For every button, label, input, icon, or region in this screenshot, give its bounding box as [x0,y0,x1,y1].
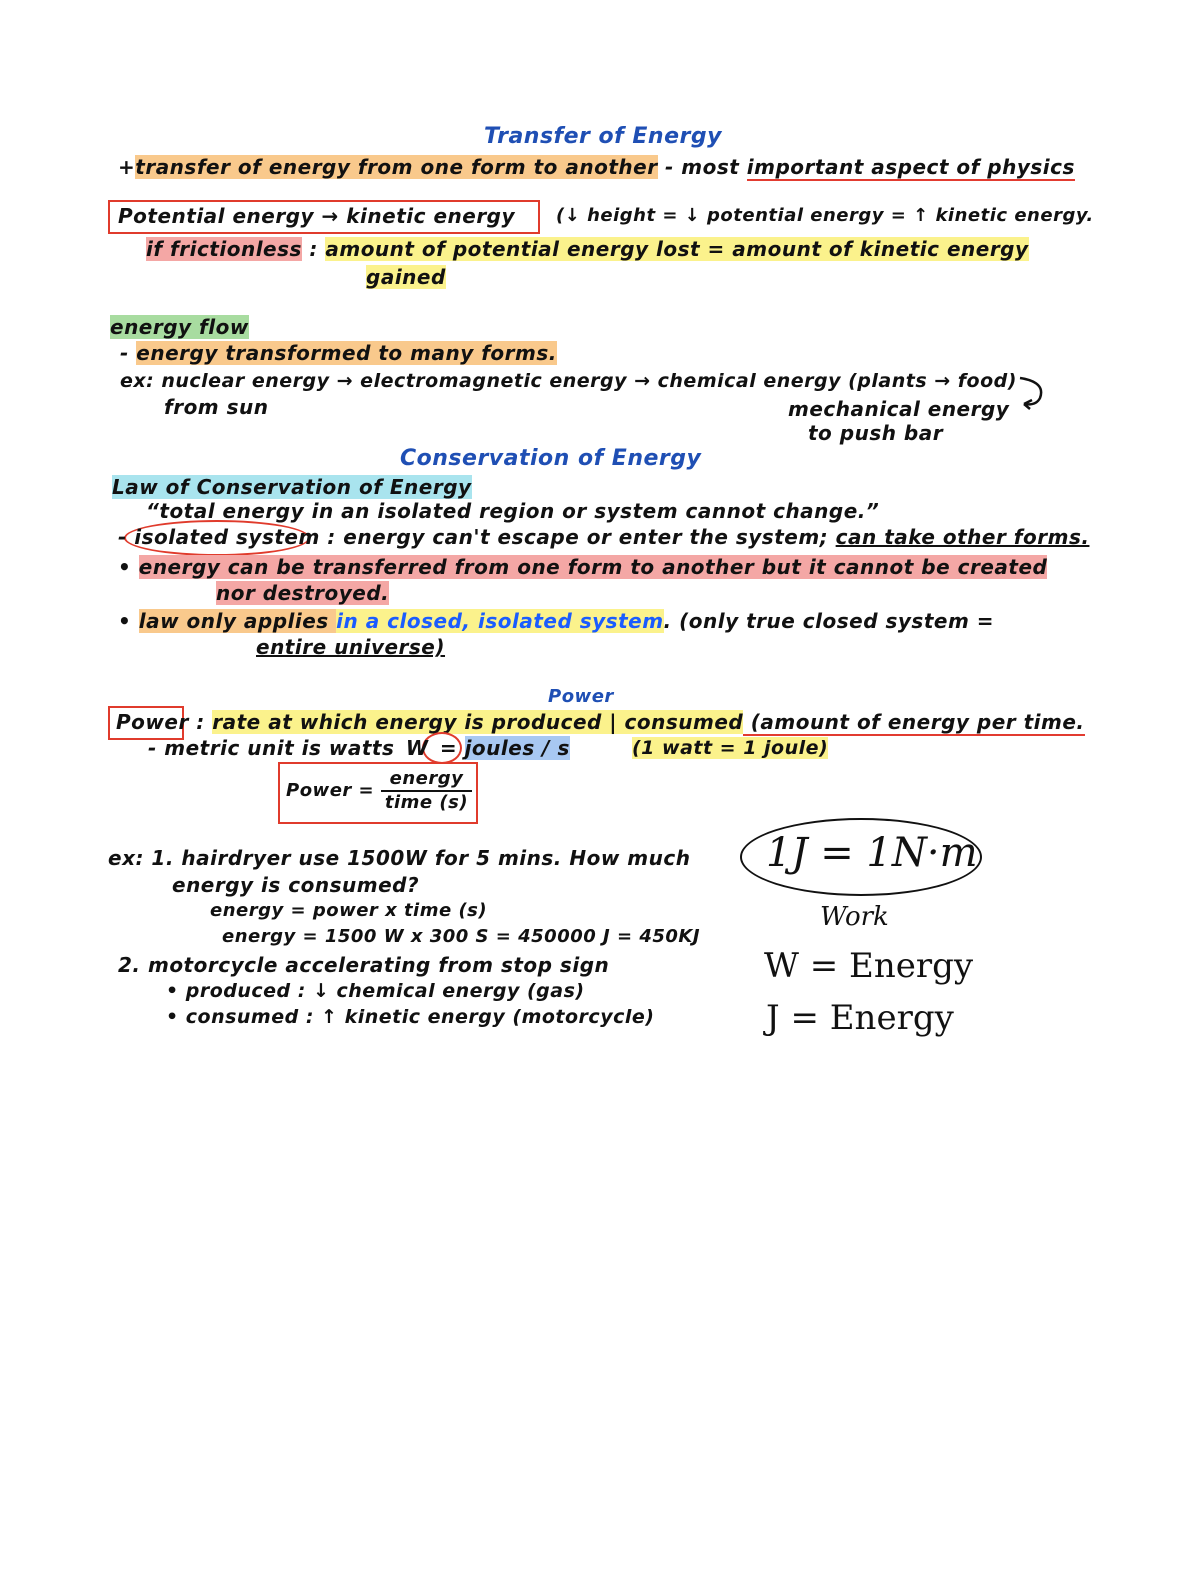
watt-joule-note [632,735,828,761]
power-definition-line [116,709,1085,735]
watt-joule-text: (1 watt = 1 joule) [632,737,829,759]
law-applies-bullet [118,608,994,634]
gained-text: gained [366,265,446,289]
frictionless-colon: : [301,237,326,261]
metric-unit-text: - metric unit is watts [148,736,402,760]
dash-mark: - [120,341,137,365]
energy-transfer-bullet [118,554,1047,580]
frictionless-line [146,236,1029,262]
frictionless-term: if frictionless [146,237,302,261]
power-colon: : [188,710,213,734]
joules-per-second: joules / s [464,736,570,760]
power-formula [286,768,472,814]
section-title-transfer-of-energy: Transfer of Energy [484,124,722,149]
w-equals-energy: W = Energy [764,946,974,986]
example1-line1: ex: 1. hairdryer use 1500W for 5 mins. How much [108,846,691,870]
nor-destroyed-line [216,580,389,606]
transfer-importance: important aspect of physics [746,155,1075,179]
nor-destroyed-text: nor destroyed. [216,581,390,605]
frictionless-gained [366,264,446,290]
bullet-dot: • [118,609,139,633]
energy-transformed-text: energy transformed to many forms. [136,341,557,365]
equals-sign: = [432,736,465,760]
example2-line1: 2. motorcycle accelerating from stop sign [118,953,610,977]
energy-flow-line1 [120,340,557,366]
bullet-mark: - [118,525,135,549]
energy-flow-example: ex: nuclear energy → electromagnetic energy → chemical energy (plants → food) [120,370,1017,392]
transfer-dash: - most [657,155,747,179]
work-label: Work [820,902,889,932]
transfer-line [118,154,1075,180]
bullet-mark: + [118,155,136,179]
isolated-system-other-forms: can take other forms. [835,525,1090,549]
formula-fraction [381,768,472,814]
watt-symbol: W [405,736,429,760]
law-of-conservation-label: Law of Conservation of Energy [112,475,472,499]
isolated-system-line [118,524,1089,550]
j-equals-energy: J = Energy [766,998,954,1038]
example1-line4: energy = 1500 W x 300 S = 450000 J = 450KJ [222,926,701,947]
energy-flow-heading [110,314,249,340]
entire-universe-text: entire universe) [256,635,446,659]
section-title-conservation: Conservation of Energy [400,446,702,471]
power-term: Power [116,710,189,734]
joule-equation: 1J = 1N·m [766,830,978,876]
only-true-closed-text: . (only true closed system = [663,609,995,633]
energy-cannot-be-created: energy can be transferred from one form to another but it cannot be created [138,555,1048,579]
entire-universe-line [256,634,445,660]
closed-isolated-system-text: in a closed, isolated system [336,609,664,633]
energy-flow-label: energy flow [110,315,249,339]
example2-produced: • produced : ↓ chemical energy (gas) [166,980,585,1002]
power-amount-per-time: (amount of energy per time. [743,710,1085,734]
bullet-dot: • [118,555,139,579]
transfer-definition: transfer of energy from one form to another [135,155,658,179]
height-energy-relation: (↓ height = ↓ potential energy = ↑ kinetic energy. [556,205,1094,226]
law-applies-text: law only applies [138,609,337,633]
energy-flow-push-bar: to push bar [808,421,944,445]
law-quote: “total energy in an isolated region or system cannot change.” [146,499,880,523]
energy-flow-from-sun: from sun [164,395,269,419]
power-unit-line [148,735,570,761]
potential-kinetic-label: Potential energy → kinetic energy [118,204,516,228]
curved-arrow-icon [1010,372,1054,412]
isolated-system-definition: : energy can't escape or enter the system; [319,525,836,549]
example2-consumed: • consumed : ↑ kinetic energy (motorcycle) [166,1006,655,1028]
formula-numerator: energy [381,768,472,792]
isolated-system-term: isolated system [134,525,320,549]
example1-line3: energy = power x time (s) [210,900,488,921]
formula-lhs: Power = [286,780,375,801]
example1-line2: energy is consumed? [172,873,420,897]
section-title-power: Power [548,686,614,707]
power-definition: rate at which energy is produced | consumed [212,710,744,734]
energy-flow-mechanical: mechanical energy [788,397,1010,421]
frictionless-statement: amount of potential energy lost = amount of kinetic energy [325,237,1029,261]
formula-denominator: time (s) [384,792,469,813]
law-heading [112,474,472,500]
